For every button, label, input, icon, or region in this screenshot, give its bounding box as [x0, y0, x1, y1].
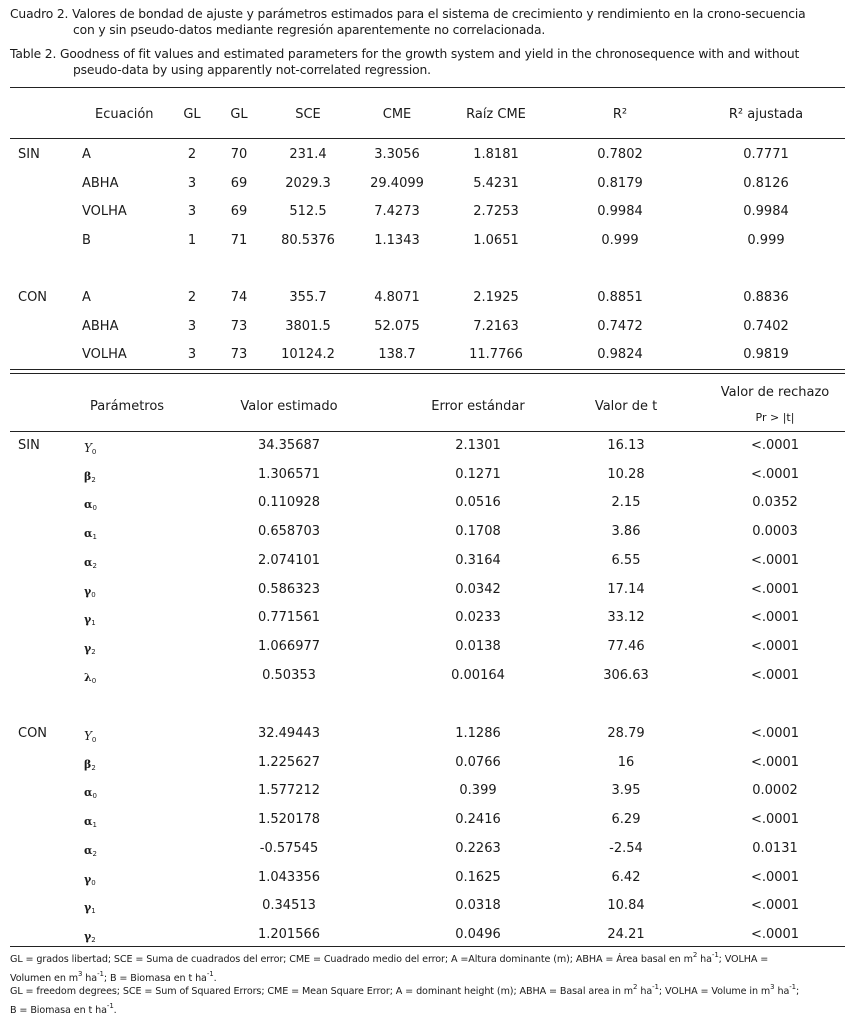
param-cell-t-value: 306.63: [603, 668, 649, 683]
footnote-en-text: ; VOLHA = Volume in m: [658, 986, 771, 997]
footnote-es-text: ; B = Biomasa en t ha: [103, 973, 207, 984]
fit-cell-r2-adj: 0.999: [747, 233, 785, 248]
param-symbol-subscript: 0: [92, 504, 97, 512]
param-symbol-base: λ: [84, 671, 92, 684]
param-cell-estimate: 1.225627: [257, 755, 321, 770]
param-cell-t-value: 16: [617, 755, 635, 770]
fit-cell-r2: 0.999: [601, 233, 639, 248]
param-symbol-subscript: 0: [91, 736, 97, 744]
param-symbol: [84, 785, 97, 804]
footnote-es-text: GL = grados libertad; SCE = Suma de cuadrados del error; CME = Cuadrado medio del error; A =Altura dominante (m); ABHA = Área basal en m: [10, 954, 693, 965]
param-cell-estimate: 0.34513: [262, 898, 316, 913]
param-cell-estimate: 0.771561: [257, 610, 321, 625]
fit-cell-cme: 52.075: [374, 319, 420, 334]
fit-cell-gl-1: 2: [187, 147, 197, 162]
param-symbol-base: γ: [84, 930, 92, 943]
footnote-en-text: ha: [774, 986, 790, 997]
param-symbol-subscript: 0: [91, 677, 97, 685]
param-symbol-base: γ: [84, 585, 92, 598]
param-cell-std-error: 0.00164: [451, 668, 505, 683]
fit-cell-raiz-cme: 11.7766: [469, 347, 523, 362]
fit-cell-equation: A: [82, 290, 91, 305]
param-symbol: [84, 843, 97, 862]
param-cell-std-error: 0.0318: [455, 898, 501, 913]
param-symbol-subscript: 0: [91, 448, 97, 456]
fit-cell-equation: B: [82, 233, 91, 248]
fit-cell-r2-adj: 0.9984: [743, 204, 789, 219]
param-cell-pr-t: 0.0352: [752, 495, 798, 510]
fit-group-label-con: CON: [18, 290, 48, 305]
fit-cell-gl-1: 2: [187, 290, 197, 305]
fit-cell-gl-1: 3: [187, 176, 197, 191]
param-cell-t-value: 3.86: [611, 524, 641, 539]
footnote-english: [10, 980, 845, 1018]
fit-cell-r2: 0.7472: [597, 319, 643, 334]
param-cell-std-error: 0.1625: [455, 870, 501, 885]
footnote-en-text: .: [113, 1005, 117, 1016]
fit-cell-equation: VOLHA: [82, 347, 127, 362]
fit-cell-sce: 80.5376: [281, 233, 335, 248]
param-cell-t-value: 33.12: [607, 610, 645, 625]
caption-english: [10, 46, 845, 78]
fit-cell-r2-adj: 0.8836: [743, 290, 789, 305]
fit-cell-raiz-cme: 1.0651: [473, 233, 519, 248]
param-symbol-subscript: 0: [92, 792, 97, 800]
fit-cell-gl-2: 69: [230, 176, 248, 191]
param-symbol-base: γ: [84, 613, 92, 626]
footnote-es-sup: 2: [692, 951, 698, 959]
param-cell-pr-t: <.0001: [750, 927, 800, 942]
caption-english-line1: Table 2. Goodness of fit values and estimated parameters for the growth system and yield in the chronosequence with and without: [10, 47, 800, 61]
param-symbol: [84, 929, 96, 948]
param-symbol: [84, 497, 97, 516]
param-symbol-base: Y: [84, 729, 92, 743]
param-symbol-subscript: 2: [91, 936, 96, 944]
footnote-es-text: Volumen en m: [10, 973, 78, 984]
fit-header-cme: CME: [382, 107, 412, 122]
param-cell-estimate: 32.49443: [257, 726, 321, 741]
param-symbol-base: α: [84, 527, 93, 540]
fit-header-raiz-cme: Raíz CME: [466, 107, 526, 122]
param-cell-pr-t: <.0001: [750, 438, 800, 453]
param-symbol-base: Y: [84, 441, 92, 455]
fit-cell-r2: 0.9824: [597, 347, 643, 362]
param-symbol: [84, 440, 96, 460]
fit-cell-gl-1: 3: [187, 319, 197, 334]
fit-cell-equation: ABHA: [82, 319, 119, 334]
param-cell-std-error: 0.0516: [455, 495, 501, 510]
param-cell-estimate: 1.066977: [257, 639, 321, 654]
param-cell-pr-t: <.0001: [750, 467, 800, 482]
fit-cell-sce: 355.7: [289, 290, 327, 305]
param-symbol: [84, 670, 96, 689]
param-cell-estimate: 1.577212: [257, 783, 321, 798]
param-symbol: [84, 872, 96, 891]
param-cell-estimate: 34.35687: [257, 438, 321, 453]
param-symbol-subscript: 0: [91, 591, 96, 599]
param-cell-std-error: 2.1301: [455, 438, 501, 453]
footnote-en-sup: -1: [652, 983, 659, 991]
param-cell-t-value: 17.14: [607, 582, 645, 597]
fit-cell-r2-adj: 0.9819: [743, 347, 789, 362]
param-cell-std-error: 0.0766: [455, 755, 501, 770]
param-header-error-estandar: Error estándar: [431, 399, 525, 414]
param-symbol: [84, 526, 97, 545]
param-cell-std-error: 0.1708: [455, 524, 501, 539]
fit-group-label-sin: SIN: [18, 147, 40, 162]
fit-cell-equation: VOLHA: [82, 204, 127, 219]
param-symbol-subscript: 2: [91, 648, 96, 656]
param-symbol-base: γ: [84, 873, 92, 886]
fit-table-top-rule: [10, 87, 845, 88]
param-symbol-subscript: 2: [91, 764, 96, 772]
param-symbol: [84, 555, 97, 574]
fit-header-r2: R²: [612, 107, 628, 122]
param-group-label-sin: SIN: [18, 438, 40, 453]
footnote-en-text: ha: [637, 986, 653, 997]
param-symbol-base: α: [84, 498, 93, 511]
param-cell-estimate: -0.57545: [259, 841, 319, 856]
caption-spanish: [10, 6, 845, 38]
footnote-english-line2: [10, 999, 845, 1018]
param-symbol: [84, 612, 96, 631]
footnote-es-sup: -1: [711, 951, 719, 959]
param-cell-pr-t: <.0001: [750, 755, 800, 770]
fit-cell-r2: 0.8851: [597, 290, 643, 305]
caption-spanish-line1: Cuadro 2. Valores de bondad de ajuste y parámetros estimados para el sistema de crecimiento y rendimiento en la crono-secuencia: [10, 7, 806, 21]
footnote-es-text: ha: [82, 973, 98, 984]
footnote-es-sup: -1: [206, 970, 214, 978]
footnote-en-sup: -1: [789, 983, 797, 991]
fit-cell-sce: 512.5: [289, 204, 327, 219]
param-cell-estimate: 0.50353: [262, 668, 316, 683]
fit-table-header-rule: [10, 138, 845, 139]
param-cell-t-value: 10.84: [607, 898, 645, 913]
fit-cell-gl-2: 73: [230, 347, 248, 362]
param-symbol-base: α: [84, 786, 93, 799]
fit-cell-gl-2: 73: [230, 319, 248, 334]
fit-cell-raiz-cme: 2.7253: [473, 204, 519, 219]
param-symbol-subscript: 0: [91, 879, 96, 887]
param-cell-pr-t: 0.0002: [752, 783, 798, 798]
fit-cell-cme: 138.7: [378, 347, 416, 362]
fit-table-bottom-rule: [10, 369, 845, 370]
footnote-en-sup: -1: [106, 1002, 114, 1010]
caption-spanish-line2: con y sin pseudo-datos mediante regresión aparentemente no correlacionada.: [73, 23, 546, 37]
param-cell-std-error: 0.1271: [455, 467, 501, 482]
param-symbol: [84, 900, 96, 919]
param-table-header-rule: [10, 431, 845, 432]
fit-cell-r2-adj: 0.8126: [743, 176, 789, 191]
fit-header-gl-1: GL: [183, 107, 201, 122]
param-cell-pr-t: <.0001: [750, 668, 800, 683]
param-cell-t-value: -2.54: [609, 841, 643, 856]
fit-cell-raiz-cme: 2.1925: [473, 290, 519, 305]
fit-cell-raiz-cme: 1.8181: [473, 147, 519, 162]
footnote-en-text: GL = freedom degrees; SCE = Sum of Squared Errors; CME = Mean Square Error; A = dominant height (m); ABHA = Basal area in m: [10, 986, 634, 997]
param-cell-pr-t: <.0001: [750, 812, 800, 827]
footnote-es-sup: -1: [97, 970, 104, 978]
param-cell-std-error: 1.1286: [455, 726, 501, 741]
param-cell-t-value: 24.21: [607, 927, 645, 942]
param-cell-t-value: 16.13: [607, 438, 645, 453]
fit-cell-gl-2: 74: [230, 290, 248, 305]
param-cell-std-error: 0.0342: [455, 582, 501, 597]
param-header-pr-t: Pr > |t|: [755, 411, 795, 424]
param-cell-pr-t: 0.0003: [752, 524, 798, 539]
fit-cell-raiz-cme: 7.2163: [473, 319, 519, 334]
param-cell-estimate: 1.201566: [257, 927, 321, 942]
fit-cell-sce: 3801.5: [285, 319, 331, 334]
fit-cell-sce: 2029.3: [285, 176, 331, 191]
param-symbol: [84, 728, 96, 748]
param-group-label-con: CON: [18, 726, 48, 741]
fit-header-ecuacion: Ecuación: [95, 107, 154, 122]
param-cell-t-value: 3.95: [611, 783, 641, 798]
footnote-es-text: ; VOLHA =: [718, 954, 769, 965]
footnote-es-text: .: [213, 973, 217, 984]
param-symbol-base: β: [84, 470, 92, 483]
param-header-valor-rechazo: Valor de rechazo: [720, 385, 830, 400]
footnote-en-sup: 3: [770, 983, 775, 991]
param-cell-estimate: 1.043356: [257, 870, 321, 885]
param-cell-estimate: 0.586323: [257, 582, 321, 597]
param-symbol-subscript: 1: [92, 821, 97, 829]
param-cell-std-error: 0.399: [459, 783, 497, 798]
param-symbol-base: γ: [84, 901, 92, 914]
param-cell-std-error: 0.2263: [455, 841, 501, 856]
param-cell-t-value: 6.42: [611, 870, 641, 885]
fit-header-sce: SCE: [295, 107, 321, 122]
param-cell-pr-t: <.0001: [750, 726, 800, 741]
footnote-es-sup: 3: [78, 970, 83, 978]
footnote-english-line1: [10, 980, 845, 999]
fit-header-r2-ajustada: R² ajustada: [728, 107, 804, 122]
param-cell-t-value: 6.55: [611, 553, 641, 568]
param-symbol-base: α: [84, 844, 93, 857]
fit-cell-sce: 231.4: [289, 147, 327, 162]
fit-cell-gl-1: 1: [187, 233, 197, 248]
fit-cell-gl-2: 69: [230, 204, 248, 219]
param-cell-estimate: 0.658703: [257, 524, 321, 539]
fit-cell-sce: 10124.2: [281, 347, 335, 362]
param-symbol-subscript: 2: [92, 850, 97, 858]
footnote-en-text: ;: [796, 986, 800, 997]
param-symbol-subscript: 1: [91, 907, 96, 915]
fit-cell-equation: ABHA: [82, 176, 119, 191]
param-cell-pr-t: <.0001: [750, 870, 800, 885]
param-symbol-subscript: 1: [91, 619, 96, 627]
param-cell-t-value: 10.28: [607, 467, 645, 482]
param-header-valor-t: Valor de t: [594, 399, 658, 414]
footnote-es-text: ha: [697, 954, 712, 965]
param-cell-t-value: 2.15: [611, 495, 641, 510]
param-cell-t-value: 77.46: [607, 639, 645, 654]
param-symbol: [84, 814, 97, 833]
fit-cell-r2-adj: 0.7771: [743, 147, 789, 162]
fit-cell-raiz-cme: 5.4231: [473, 176, 519, 191]
param-cell-std-error: 0.0233: [455, 610, 501, 625]
fit-cell-gl-2: 71: [230, 233, 248, 248]
param-symbol-base: α: [84, 815, 93, 828]
param-cell-std-error: 0.3164: [455, 553, 501, 568]
fit-cell-equation: A: [82, 147, 91, 162]
param-symbol: [84, 641, 96, 660]
param-table-top-rule: [10, 373, 845, 374]
param-cell-t-value: 6.29: [611, 812, 641, 827]
fit-cell-gl-1: 3: [187, 204, 197, 219]
footnote-en-sup: 2: [633, 983, 638, 991]
param-symbol-subscript: 2: [91, 476, 96, 484]
fit-cell-cme: 4.8071: [374, 290, 420, 305]
param-cell-pr-t: <.0001: [750, 639, 800, 654]
param-symbol-base: γ: [84, 642, 92, 655]
fit-header-gl-2: GL: [230, 107, 248, 122]
param-symbol: [84, 757, 96, 776]
param-cell-pr-t: <.0001: [750, 553, 800, 568]
param-cell-pr-t: <.0001: [750, 898, 800, 913]
fit-cell-r2: 0.8179: [597, 176, 643, 191]
fit-cell-gl-1: 3: [187, 347, 197, 362]
param-cell-estimate: 1.306571: [257, 467, 321, 482]
param-symbol: [84, 469, 96, 488]
fit-cell-cme: 1.1343: [374, 233, 420, 248]
param-cell-pr-t: <.0001: [750, 582, 800, 597]
fit-cell-r2: 0.9984: [597, 204, 643, 219]
param-cell-std-error: 0.0496: [455, 927, 501, 942]
param-cell-std-error: 0.2416: [455, 812, 501, 827]
param-cell-estimate: 1.520178: [257, 812, 321, 827]
fit-cell-cme: 29.4099: [370, 176, 424, 191]
param-symbol-base: β: [84, 758, 92, 771]
fit-cell-gl-2: 70: [230, 147, 248, 162]
fit-cell-r2-adj: 0.7402: [743, 319, 789, 334]
param-symbol-subscript: 1: [92, 533, 97, 541]
param-table-bottom-rule: [10, 946, 845, 947]
param-symbol: [84, 584, 96, 603]
footnote-en-text: B = Biomasa en t ha: [10, 1005, 107, 1016]
param-cell-estimate: 0.110928: [257, 495, 321, 510]
param-header-parametros: Parámetros: [90, 399, 165, 414]
fit-cell-cme: 7.4273: [374, 204, 420, 219]
param-cell-estimate: 2.074101: [257, 553, 321, 568]
caption-english-line2: pseudo-data by using apparently not-correlated regression.: [73, 63, 431, 77]
param-cell-std-error: 0.0138: [455, 639, 501, 654]
param-cell-t-value: 28.79: [607, 726, 645, 741]
param-cell-pr-t: 0.0131: [752, 841, 798, 856]
param-header-valor-estimado: Valor estimado: [240, 399, 338, 414]
fit-cell-cme: 3.3056: [374, 147, 420, 162]
param-symbol-base: α: [84, 556, 93, 569]
param-symbol-subscript: 2: [92, 562, 97, 570]
param-cell-pr-t: <.0001: [750, 610, 800, 625]
footnote-spanish-line1: [10, 948, 845, 967]
fit-cell-r2: 0.7802: [597, 147, 643, 162]
